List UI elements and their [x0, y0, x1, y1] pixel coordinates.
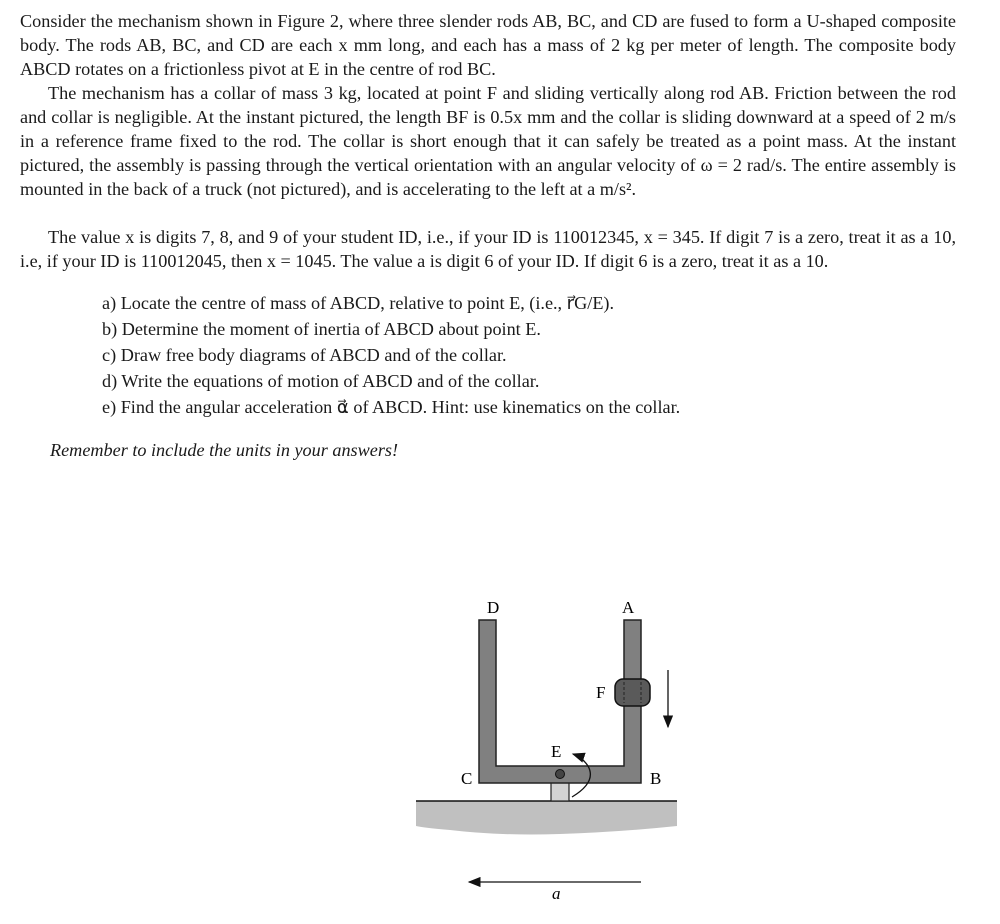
label-a-point: A [622, 598, 635, 617]
task-label: d) [102, 371, 118, 391]
task-label: c) [102, 345, 117, 365]
task-text: Determine the moment of inertia of ABCD about point E. [121, 319, 541, 339]
pivot-point [556, 770, 565, 779]
pivot-support [551, 782, 569, 801]
reminder-note: Remember to include the units in your answers! [50, 440, 399, 460]
task-label: a) [102, 293, 117, 313]
paragraph-collar-text: The mechanism has a collar of mass 3 kg, located at point F and sliding vertically along rod AB. Friction between the rod and collar is negligible. At the instant pictured, the length BF is 0.5x mm and the collar is sliding downward at a speed of 2 m/s in a reference frame fixed to the rod. The collar is short enough that it can safely be treated as a point mass. At the instant pictured, the assembly is passing through the vertical orientation with an angular velocity of ω = 2 rad/s. The entire assembly is mounted in the back of a truck (not pictured), and is accelerating to the left at a m/s². [20, 83, 956, 199]
task-label: b) [102, 319, 118, 339]
task-text: Find the angular acceleration α⃗ of ABCD. Hint: use kinematics on the collar. [120, 397, 681, 417]
label-e: E [551, 742, 562, 761]
ground-surface [416, 801, 677, 835]
task-text: Locate the centre of mass of ABCD, relative to point E, (i.e., r⃗G/E). [120, 293, 615, 313]
label-b: B [650, 769, 662, 788]
task-text: Write the equations of motion of ABCD and of the collar. [121, 371, 540, 391]
label-f: F [596, 683, 606, 702]
label-c: C [461, 769, 473, 788]
task-label: e) [102, 397, 117, 417]
label-acceleration: a [552, 884, 561, 903]
paragraph-id-text: The value x is digits 7, 8, and 9 of your student ID, i.e., if your ID is 110012345, x = 345. If digit 7 is a zero, treat it as a 10, i.e, if your ID is 110012045, then x = 1045. The value a is digit 6 of your ID. If digit 6 is a zero, treat it as a 10. [20, 227, 956, 271]
task-text: Draw free body diagrams of ABCD and of the collar. [120, 345, 507, 365]
collar [615, 679, 650, 706]
label-d: D [487, 598, 500, 617]
paragraph-intro-text: Consider the mechanism shown in Figure 2, where three slender rods AB, BC, and CD are fused to form a U-shaped composite body. The rods AB, BC, and CD are each x mm long, and each has a mass of 2 kg per meter of length. The composite body ABCD rotates on a frictionless pivot at E in the centre of rod BC. [20, 11, 956, 79]
